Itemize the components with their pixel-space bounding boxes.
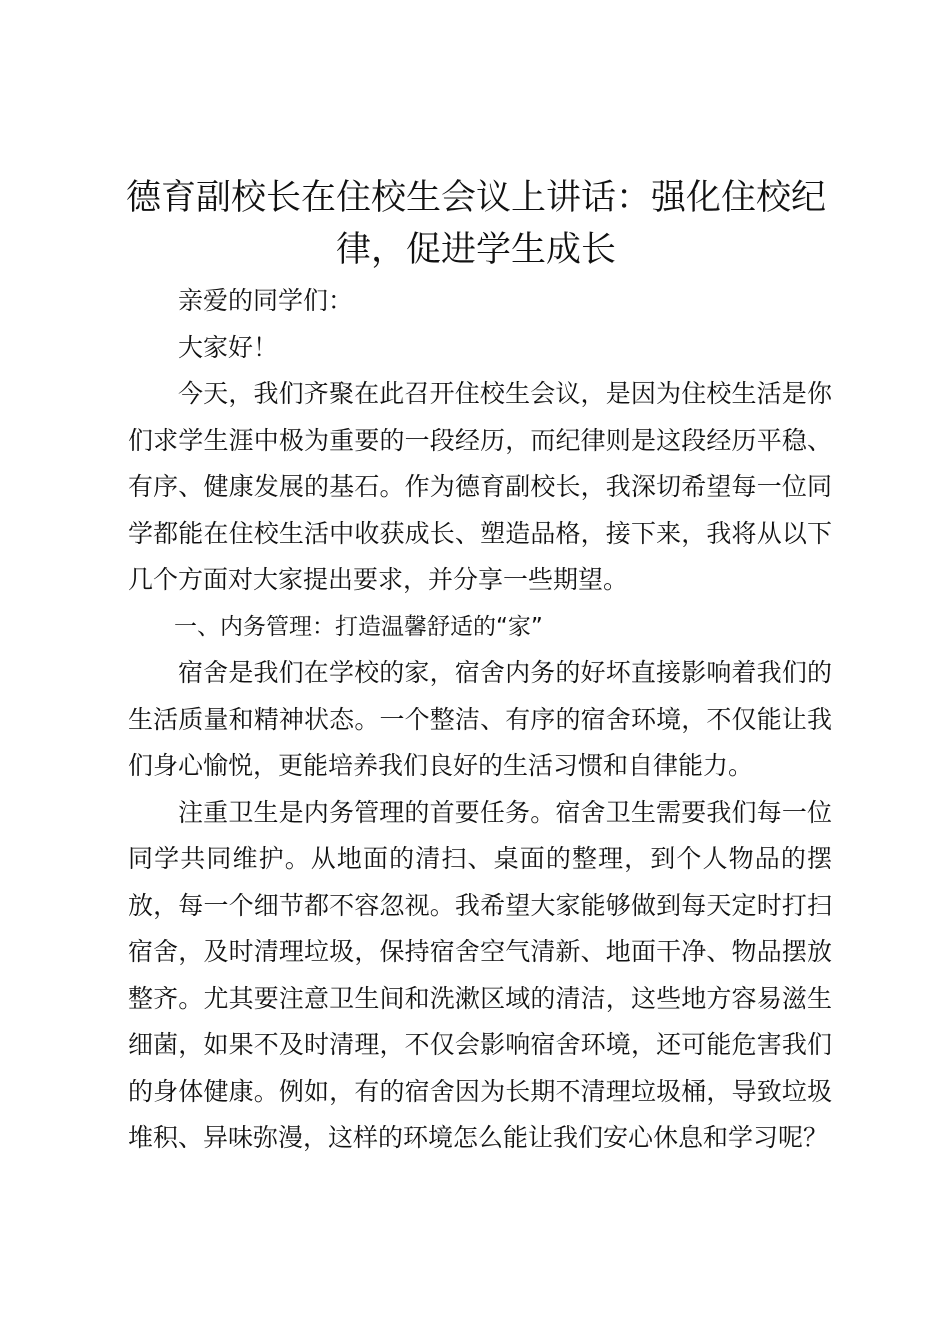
body-paragraph: 宿舍是我们在学校的家，宿舍内务的好坏直接影响着我们的生活质量和精神状态。一个整洁、有序的宿舍环境，不仅能让我们身心愉悦，更能培养我们良好的生活习惯和自律能力。 <box>128 658 832 780</box>
greeting: 亲爱的同学们： <box>178 286 354 315</box>
intro-paragraph: 今天，我们齐聚在此召开住校生会议，是因为住校生活是你们求学生涯中极为重要的一段经历，而纪律则是这段经历平稳、有序、健康发展的基石。作为德育副校长，我深切希望每一位同学都能在住校生活中收获成长、塑造品格，接下来，我将从以下几个方面对大家提出要求，并分享一些期望。 <box>128 379 832 594</box>
body-paragraph: 注重卫生是内务管理的首要任务。宿舍卫生需要我们每一位同学共同维护。从地面的清扫、桌面的整理，到个人物品的摆放，每一个细节都不容忽视。我希望大家能够做到每天定时打扫宿舍，及时清理垃圾，保持宿舍空气清新、地面干净、物品摆放整齐。尤其要注意卫生间和洗漱区域的清洁，这些地方容易滋生细菌，如果不及时清理，不仅会影响宿舍环境，还可能危害我们的身体健康。例如，有的宿舍因为长期不清理垃圾桶，导致垃圾堆积、异味弥漫，这样的环境怎么能让我们安心休息和学习呢？ <box>128 797 832 1152</box>
document-title: 德育副校长在住校生会议上讲话：强化住校纪律，促进学生成长 <box>125 178 826 270</box>
salutation: 大家好！ <box>178 332 279 362</box>
section-heading: 一、内务管理：打造温馨舒适的“家” <box>174 613 543 640</box>
document-body <box>128 278 832 1162</box>
